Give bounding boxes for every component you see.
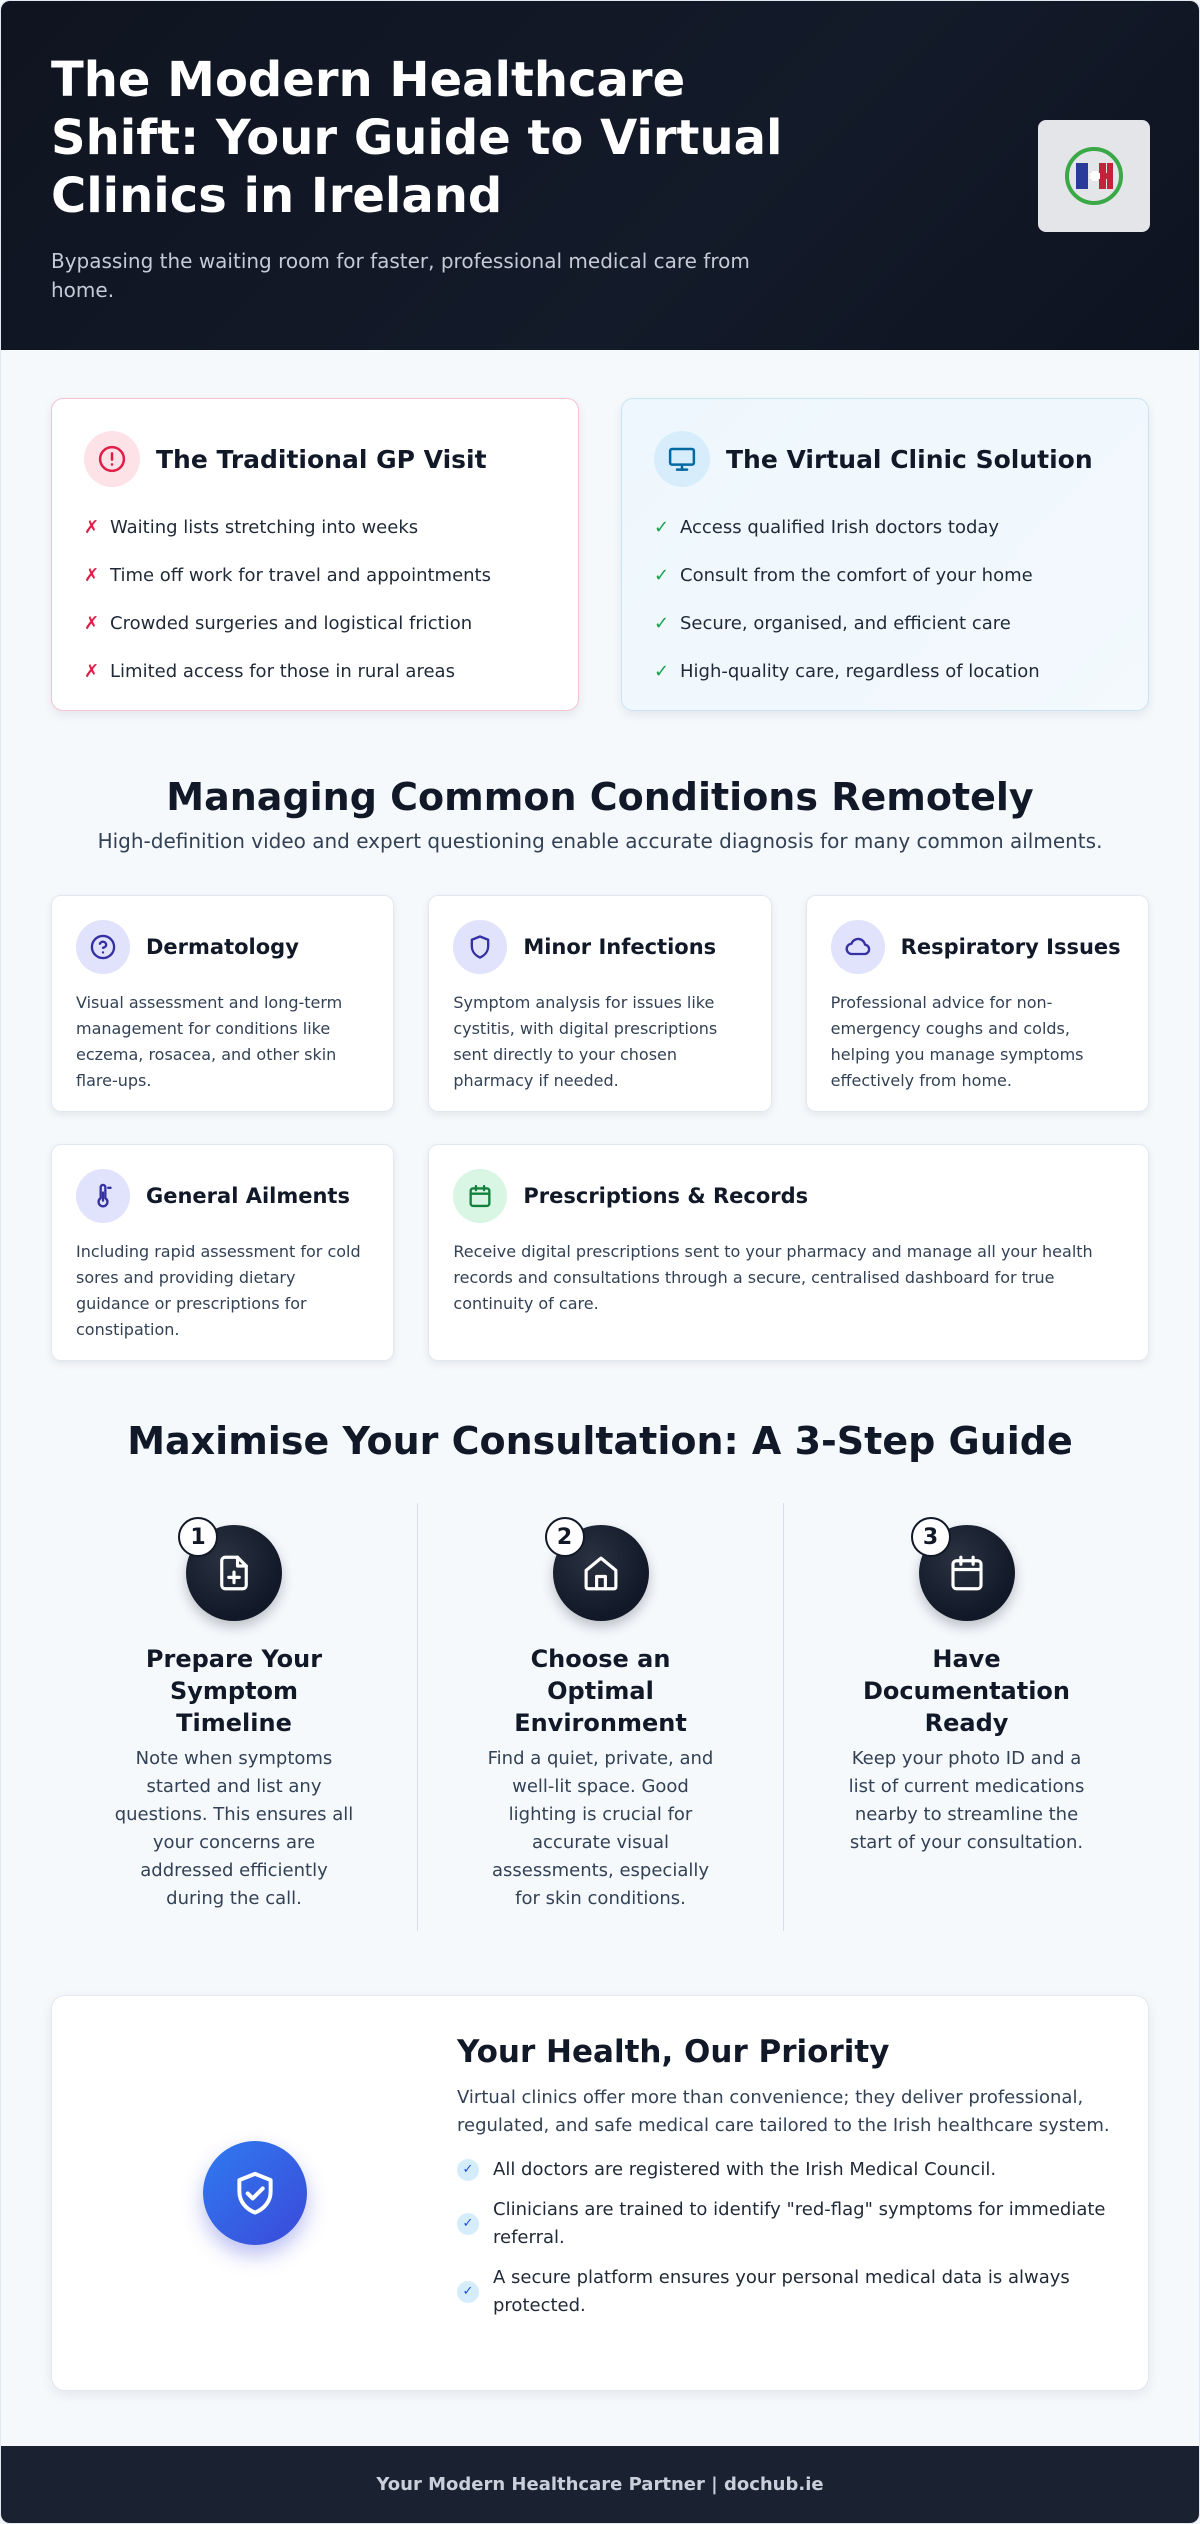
comparison-section (1, 350, 1199, 711)
traditional-title: The Traditional GP Visit (156, 444, 487, 474)
list-item: ✗ Time off work for travel and appointments (84, 564, 491, 586)
check-icon: ✓ (654, 516, 670, 538)
conditions-section (1, 775, 1199, 1361)
page-subtitle: Bypassing the waiting room for faster, professional medical care from home. (51, 249, 750, 302)
priority-text: Virtual clinics offer more than convenience; they deliver professional, regulated, and safe medical care tailored to the Irish healthcare system. (457, 2087, 1110, 2136)
condition-card-prescriptions: Prescriptions & Records Receive digital prescriptions sent to your pharmacy and manage all your health records and consultations through a secure, centralised dashboard for true continuity of care. (428, 1144, 1149, 1361)
alert-circle-icon (84, 431, 140, 487)
brand-logo (1038, 120, 1150, 232)
cloud-icon (831, 920, 885, 974)
hero-banner (1, 1, 1199, 350)
guide-section (1, 1419, 1199, 1931)
condition-card-dermatology: Dermatology Visual assessment and long-term management for conditions like eczema, rosacea, and other skin flare-ups. (51, 895, 394, 1112)
shield-icon (453, 920, 507, 974)
check-icon: ✓ (654, 612, 670, 634)
step-3: 3 Have Documentation Ready Keep your photo ID and a list of current medications nearby to streamline the start of your consultation. (783, 1503, 1149, 1931)
guide-title: Maximise Your Consultation: A 3-Step Guide (127, 1419, 1073, 1463)
virtual-title: The Virtual Clinic Solution (726, 444, 1093, 474)
check-icon: ✓ (457, 2281, 479, 2303)
list-item: ✓ Consult from the comfort of your home (654, 564, 1033, 586)
list-item: ✓ All doctors are registered with the Irish Medical Council. (457, 2156, 1117, 2184)
list-item: ✓ Access qualified Irish doctors today (654, 516, 1000, 538)
step-number-badge: 3 (911, 1517, 951, 1557)
virtual-clinic-card (621, 398, 1149, 711)
conditions-row-2 (51, 1144, 1149, 1361)
priority-card (51, 1995, 1149, 2391)
check-icon: ✓ (654, 660, 670, 682)
step-number-badge: 1 (178, 1517, 218, 1557)
check-icon: ✓ (654, 564, 670, 586)
condition-card-respiratory: Respiratory Issues Professional advice for non-emergency coughs and colds, helping you manage symptoms effectively from home. (806, 895, 1149, 1112)
cross-icon: ✗ (84, 564, 100, 586)
shield-check-icon (203, 2141, 307, 2245)
check-icon: ✓ (457, 2159, 479, 2181)
priority-title: Your Health, Our Priority (457, 2034, 890, 2070)
footer (1, 2446, 1199, 2523)
monitor-icon (654, 431, 710, 487)
conditions-subtitle: High-definition video and expert questioning enable accurate diagnosis for many common ailments. (97, 829, 1103, 853)
virtual-list (654, 503, 1116, 695)
condition-card-minor-infections: Minor Infections Symptom analysis for issues like cystitis, with digital prescriptions sent directly to your chosen pharmacy if needed. (428, 895, 771, 1112)
thermometer-icon (76, 1169, 130, 1223)
condition-card-general: General Ailments Including rapid assessment for cold sores and providing dietary guidance or prescriptions for constipation. (51, 1144, 394, 1361)
list-item: ✓ Clinicians are trained to identify "red-flag" symptoms for immediate referral. (457, 2196, 1117, 2252)
cross-icon: ✗ (84, 516, 100, 538)
step-2: 2 Choose an Optimal Environment Find a quiet, private, and well-lit space. Good lighting is crucial for accurate visual assessments, especially for skin conditions. (417, 1503, 783, 1931)
calendar-icon (453, 1169, 507, 1223)
list-item: ✗ Crowded surgeries and logistical friction (84, 612, 473, 634)
cross-icon: ✗ (84, 660, 100, 682)
list-item: ✓ A secure platform ensures your personal medical data is always protected. (457, 2264, 1117, 2320)
list-item: ✗ Limited access for those in rural areas (84, 660, 455, 682)
check-icon: ✓ (457, 2213, 479, 2235)
list-item: ✗ Waiting lists stretching into weeks (84, 516, 419, 538)
list-item: ✓ Secure, organised, and efficient care (654, 612, 1011, 634)
step-1: 1 Prepare Your Symptom Timeline Note when symptoms started and list any questions. This ensures all your concerns are addressed efficiently during the call. (51, 1503, 417, 1931)
priority-list (457, 2156, 1117, 2320)
traditional-list (84, 503, 546, 695)
dochub-logo-icon (1062, 144, 1126, 208)
help-circle-icon (76, 920, 130, 974)
steps-row (1, 1503, 1199, 1931)
traditional-gp-card (51, 398, 579, 711)
footer-text: Your Modern Healthcare Partner | dochub.ie (376, 2474, 824, 2495)
list-item: ✓ High-quality care, regardless of location (654, 660, 1040, 682)
cross-icon: ✗ (84, 612, 100, 634)
conditions-row-1 (51, 895, 1149, 1112)
conditions-title: Managing Common Conditions Remotely (166, 775, 1034, 819)
page-title: The Modern Healthcare Shift: Your Guide to Virtual Clinics in Ireland (51, 52, 783, 224)
step-number-badge: 2 (545, 1517, 585, 1557)
